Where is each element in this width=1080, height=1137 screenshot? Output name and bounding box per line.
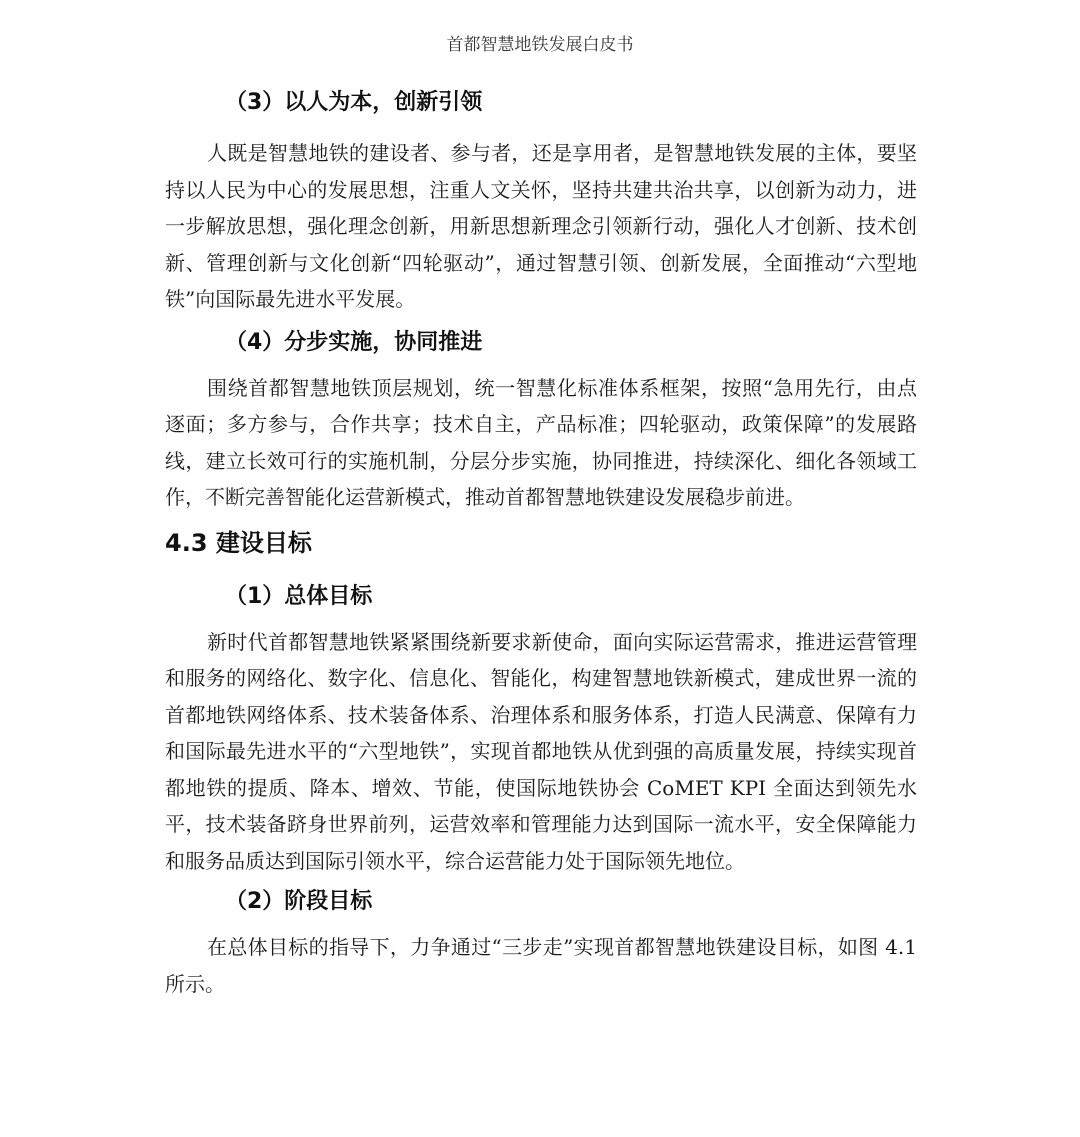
paragraph-step-implementation: 围绕首都智慧地铁顶层规划，统一智慧化标准体系框架，按照“急用先行，由点逐面；多方参与，合作共享；技术自主，产品标准；四轮驱动，政策保障”的发展路线，建立长效可行的实施机制，分层分步实施，协同推进，持续深化、细化各领域工作，不断完善智能化运营新模式，推动首都智慧地铁建设发展稳步前进。 [165,375,917,509]
paragraph-overall-goal: 新时代首都智慧地铁紧紧围绕新要求新使命，面向实际运营需求，推进运营管理和服务的网络化、数字化、信息化、智能化，构建智慧地铁新模式，建成世界一流的首都地铁网络体系、技术装备体系、治理体系和服务体系，打造人民满意、保障有力和国际最先进水平的“六型地铁”，实现首都地铁从优到强的高质量发展，持续实现首都地铁的提质、降本、增效、节能，使国际地铁协会 CoMET KPI 全面达到领先水平，技术装备跻身世界前列，运营效率和管理能力达到国际一流水平，安全保障能力和服务品质达到国际引领水平，综合运营能力处于国际领先地位。 [165,629,917,873]
document-body [165,88,917,1002]
section-heading-4-3: 4.3 建设目标 [165,528,312,557]
subsection-heading-1: （1）总体目标 [225,583,373,609]
paragraph-people-oriented: 人既是智慧地铁的建设者、参与者，还是享用者，是智慧地铁发展的主体，要坚持以人民为中心的发展思想，注重人文关怀，坚持共建共治共享，以创新为动力，进一步解放思想，强化理念创新，用新思想新理念引领新行动，强化人才创新、技术创新、管理创新与文化创新“四轮驱动”，通过智慧引领、创新发展，全面推动“六型地铁”向国际最先进水平发展。 [165,141,917,311]
subsection-heading-2: （2）阶段目标 [225,889,373,914]
paragraph-stage-goal: 在总体目标的指导下，力争通过“三步走”实现首都智慧地铁建设目标，如图 4.1 所示。 [165,935,917,996]
subsection-heading-3: （3）以人为本，创新引领 [225,90,483,115]
running-header: 首都智慧地铁发展白皮书 [446,35,634,55]
subsection-heading-4: （4）分步实施，协同推进 [225,329,483,355]
